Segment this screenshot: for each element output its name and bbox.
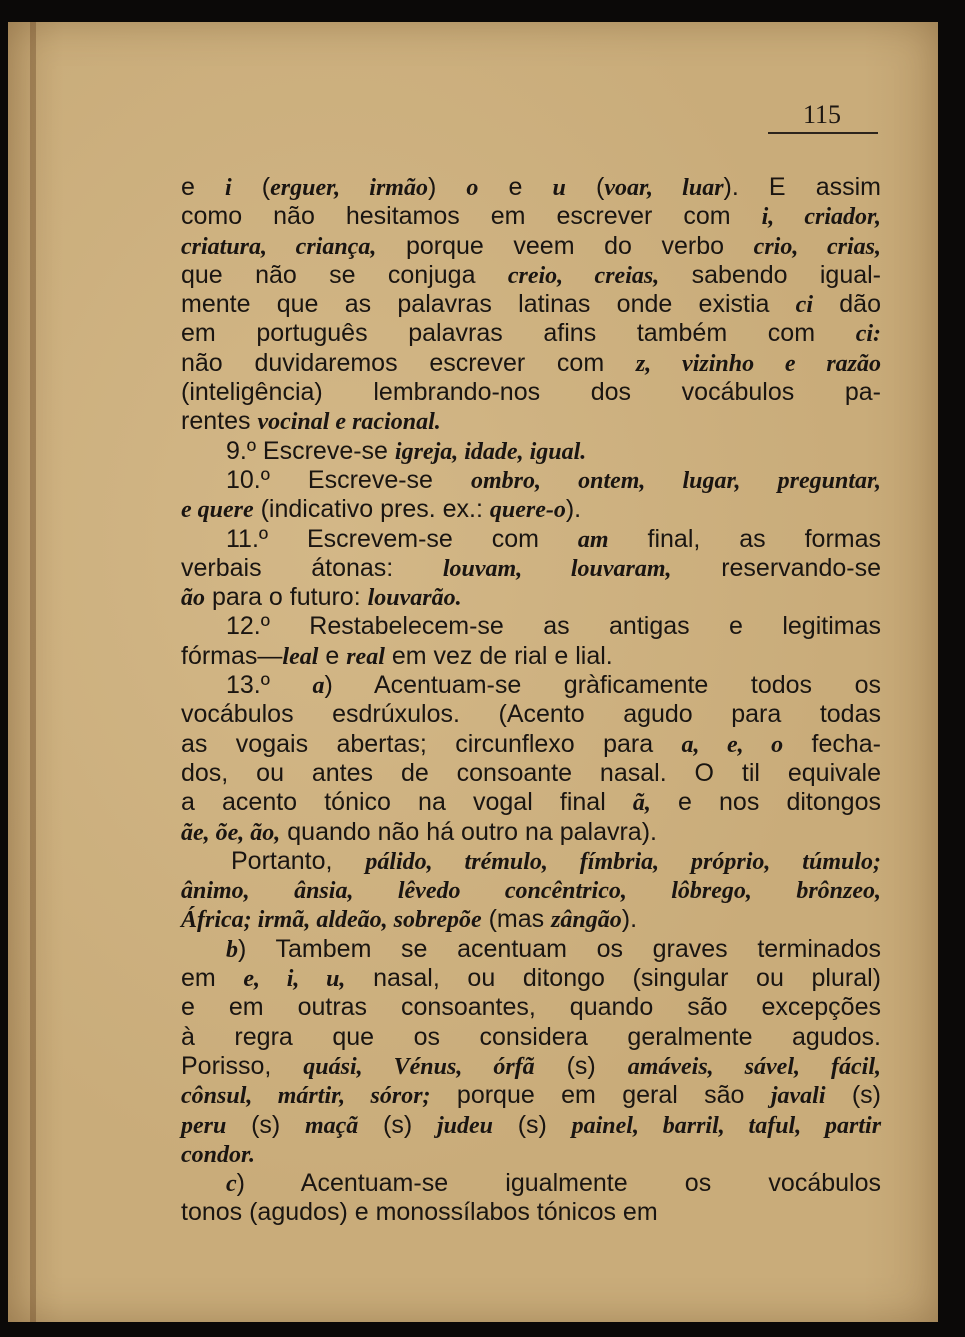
text-run: não duvidaremos escrever com — [181, 348, 636, 377]
text-run: (mas — [481, 905, 552, 934]
text-run: verbais átonas: — [181, 553, 443, 582]
text-line — [181, 378, 881, 407]
italic-text: javali — [770, 1083, 826, 1110]
italic-text: creio, creias, — [507, 262, 660, 289]
text-run: ). — [565, 495, 582, 524]
text-line — [181, 818, 881, 847]
text-run: as vogais abertas; circunflexo para — [181, 729, 682, 758]
italic-text: ci: — [855, 321, 881, 348]
page-gutter-shadow — [30, 22, 36, 1322]
text-line — [181, 1198, 881, 1227]
italic-text: louvam, louvaram, — [442, 555, 672, 582]
italic-text: ombro, ontem, lugar, preguntar, — [471, 467, 882, 494]
text-line — [181, 319, 881, 348]
text-line — [181, 583, 881, 612]
text-run: sabendo igual- — [659, 260, 881, 289]
text-line — [181, 700, 881, 729]
italic-text: cônsul, mártir, sóror; — [181, 1083, 431, 1110]
text-line — [181, 1052, 881, 1081]
text-line — [181, 232, 881, 261]
text-line — [181, 788, 881, 817]
text-run: ) — [427, 173, 467, 201]
italic-text: real — [346, 643, 385, 670]
text-run: para o futuro: — [205, 583, 368, 612]
text-line — [181, 671, 881, 700]
text-line — [181, 525, 881, 554]
text-line — [181, 1140, 881, 1169]
text-run: 11.º Escrevem-se com — [226, 524, 578, 553]
italic-text: c — [226, 1171, 237, 1198]
text-line — [181, 466, 881, 495]
italic-text: ã, — [632, 790, 651, 817]
text-line — [181, 759, 881, 788]
text-run: ( — [565, 173, 605, 201]
italic-text: criatura, criança, — [181, 233, 377, 260]
text-line — [181, 993, 881, 1022]
italic-text: maçã — [304, 1112, 359, 1139]
text-run: nasal, ou ditongo (singular ou plural) — [345, 964, 881, 993]
text-line — [181, 349, 881, 378]
text-run: e em outras consoantes, quando são excepções — [181, 993, 881, 1022]
text-line — [181, 554, 881, 583]
text-run: fórmas— — [181, 641, 283, 670]
text-line — [181, 964, 881, 993]
italic-text: crio, crias, — [753, 233, 881, 260]
text-line — [181, 407, 881, 436]
text-line — [181, 1081, 881, 1110]
italic-text: quási, Vénus, órfã — [303, 1053, 535, 1080]
text-run: 10.º Escreve-se — [226, 465, 471, 494]
italic-text: ão — [181, 585, 205, 612]
text-line — [181, 935, 881, 964]
italic-text: amáveis, sável, fácil, — [627, 1053, 881, 1080]
italic-text: b — [226, 936, 238, 963]
text-run: tonos (agudos) e monossílabos tónicos em — [181, 1198, 658, 1227]
text-run: e — [318, 641, 347, 670]
text-line — [181, 876, 881, 905]
text-run: mente que as palavras latinas onde existia — [181, 290, 796, 319]
italic-text: ânimo, ânsia, lêvedo concêntrico, lôbrego, brônzeo, — [181, 878, 881, 905]
italic-text: condor. — [181, 1141, 256, 1168]
text-run: Porisso, — [181, 1051, 304, 1080]
italic-text: ci — [795, 292, 813, 319]
text-line — [181, 437, 881, 466]
text-run: que não se conjuga — [181, 260, 508, 289]
text-run: (s) — [492, 1110, 572, 1139]
italic-text: quere-o — [489, 497, 566, 524]
text-run: rentes — [181, 407, 258, 436]
text-run: ) Tambem se acentuam os graves terminados — [238, 934, 881, 963]
text-run: e — [478, 173, 553, 201]
italic-text: voar, luar — [604, 175, 724, 201]
italic-text: vocinal e racional. — [257, 409, 441, 436]
text-run: 9.º Escreve-se — [226, 436, 395, 465]
italic-text: painel, barril, taful, partir — [571, 1112, 882, 1139]
italic-text: judeu — [436, 1112, 493, 1139]
italic-text: u — [552, 175, 566, 201]
italic-text: z, vizinho e razão — [635, 350, 881, 377]
text-run: ( — [231, 173, 271, 201]
italic-text: i, criador, — [761, 204, 882, 231]
italic-text: zângão — [551, 907, 622, 934]
text-line — [181, 1111, 881, 1140]
italic-text: e, i, u, — [243, 966, 346, 993]
text-run: e nos ditongos — [650, 788, 881, 817]
text-run: final, as formas — [608, 524, 881, 553]
text-run: Portanto, — [231, 846, 366, 875]
text-line — [181, 261, 881, 290]
text-run: (indicativo pres. ex.: — [253, 495, 490, 524]
text-run: porque em geral são — [430, 1081, 771, 1110]
text-run: (s) — [226, 1110, 305, 1139]
italic-text: i — [225, 175, 232, 201]
italic-text: ãe, õe, ão, — [181, 819, 281, 846]
italic-text: louvarão. — [367, 585, 462, 612]
text-run: em vez de rial e lial. — [384, 641, 613, 670]
text-line — [181, 1023, 881, 1052]
text-run: (s) — [825, 1081, 881, 1110]
text-run: ) Acentuam-se igualmente os vocábulos — [236, 1169, 881, 1198]
page-number-rule — [768, 132, 878, 134]
text-run: reservando-se — [671, 553, 881, 582]
text-line — [181, 1169, 881, 1198]
text-line — [181, 905, 881, 934]
text-run: 12.º Restabelecem-se as antigas e legitimas — [226, 612, 881, 641]
text-run: dão — [813, 290, 881, 319]
italic-text: leal — [282, 643, 319, 670]
text-line — [181, 642, 881, 671]
text-line — [181, 290, 881, 319]
text-line — [181, 202, 881, 231]
text-run: em — [181, 964, 244, 993]
text-line — [181, 847, 881, 876]
text-run: (inteligência) lembrando-nos dos vocábulos pa- — [181, 378, 881, 407]
body-text — [181, 173, 881, 1228]
text-line — [181, 173, 881, 202]
italic-text: erguer, irmão — [270, 175, 428, 201]
text-run: em português palavras afins também com — [181, 319, 856, 348]
text-run: quando não há outro na palavra). — [280, 817, 657, 846]
italic-text: o — [466, 175, 479, 201]
text-run: a acento tónico na vogal final — [181, 788, 633, 817]
italic-text: am — [577, 526, 609, 553]
text-run: vocábulos esdrúxulos. (Acento agudo para todas — [181, 700, 881, 729]
text-run: como não hesitamos em escrever com — [181, 202, 762, 231]
italic-text: igreja, idade, igual. — [394, 438, 587, 465]
text-run: porque veem do verbo — [376, 231, 754, 260]
text-line — [181, 495, 881, 524]
text-run: à regra que os considera geralmente agudos. — [181, 1022, 881, 1051]
text-line — [181, 612, 881, 641]
italic-text: a — [312, 673, 325, 700]
italic-text: África; irmã, aldeão, sobrepõe — [181, 907, 482, 934]
page-number: 115 — [803, 100, 842, 129]
book-page — [8, 22, 938, 1322]
text-run: dos, ou antes de consoante nasal. O til equivale — [181, 758, 881, 787]
italic-text: pálido, trémulo, fímbria, próprio, túmulo; — [365, 848, 881, 875]
text-run: fecha- — [783, 729, 881, 758]
italic-text: e quere — [181, 497, 254, 524]
text-run: ) Acentuam-se gràficamente todos os — [324, 671, 881, 700]
text-run: (s) — [534, 1051, 628, 1080]
italic-text: peru — [181, 1112, 227, 1139]
text-run: ). E assim — [723, 173, 881, 201]
text-run: (s) — [358, 1110, 437, 1139]
text-line — [181, 730, 881, 759]
text-run: e — [181, 173, 226, 201]
text-run: ). — [621, 905, 638, 934]
text-run: 13.º — [226, 671, 313, 700]
italic-text: a, e, o — [681, 731, 784, 758]
